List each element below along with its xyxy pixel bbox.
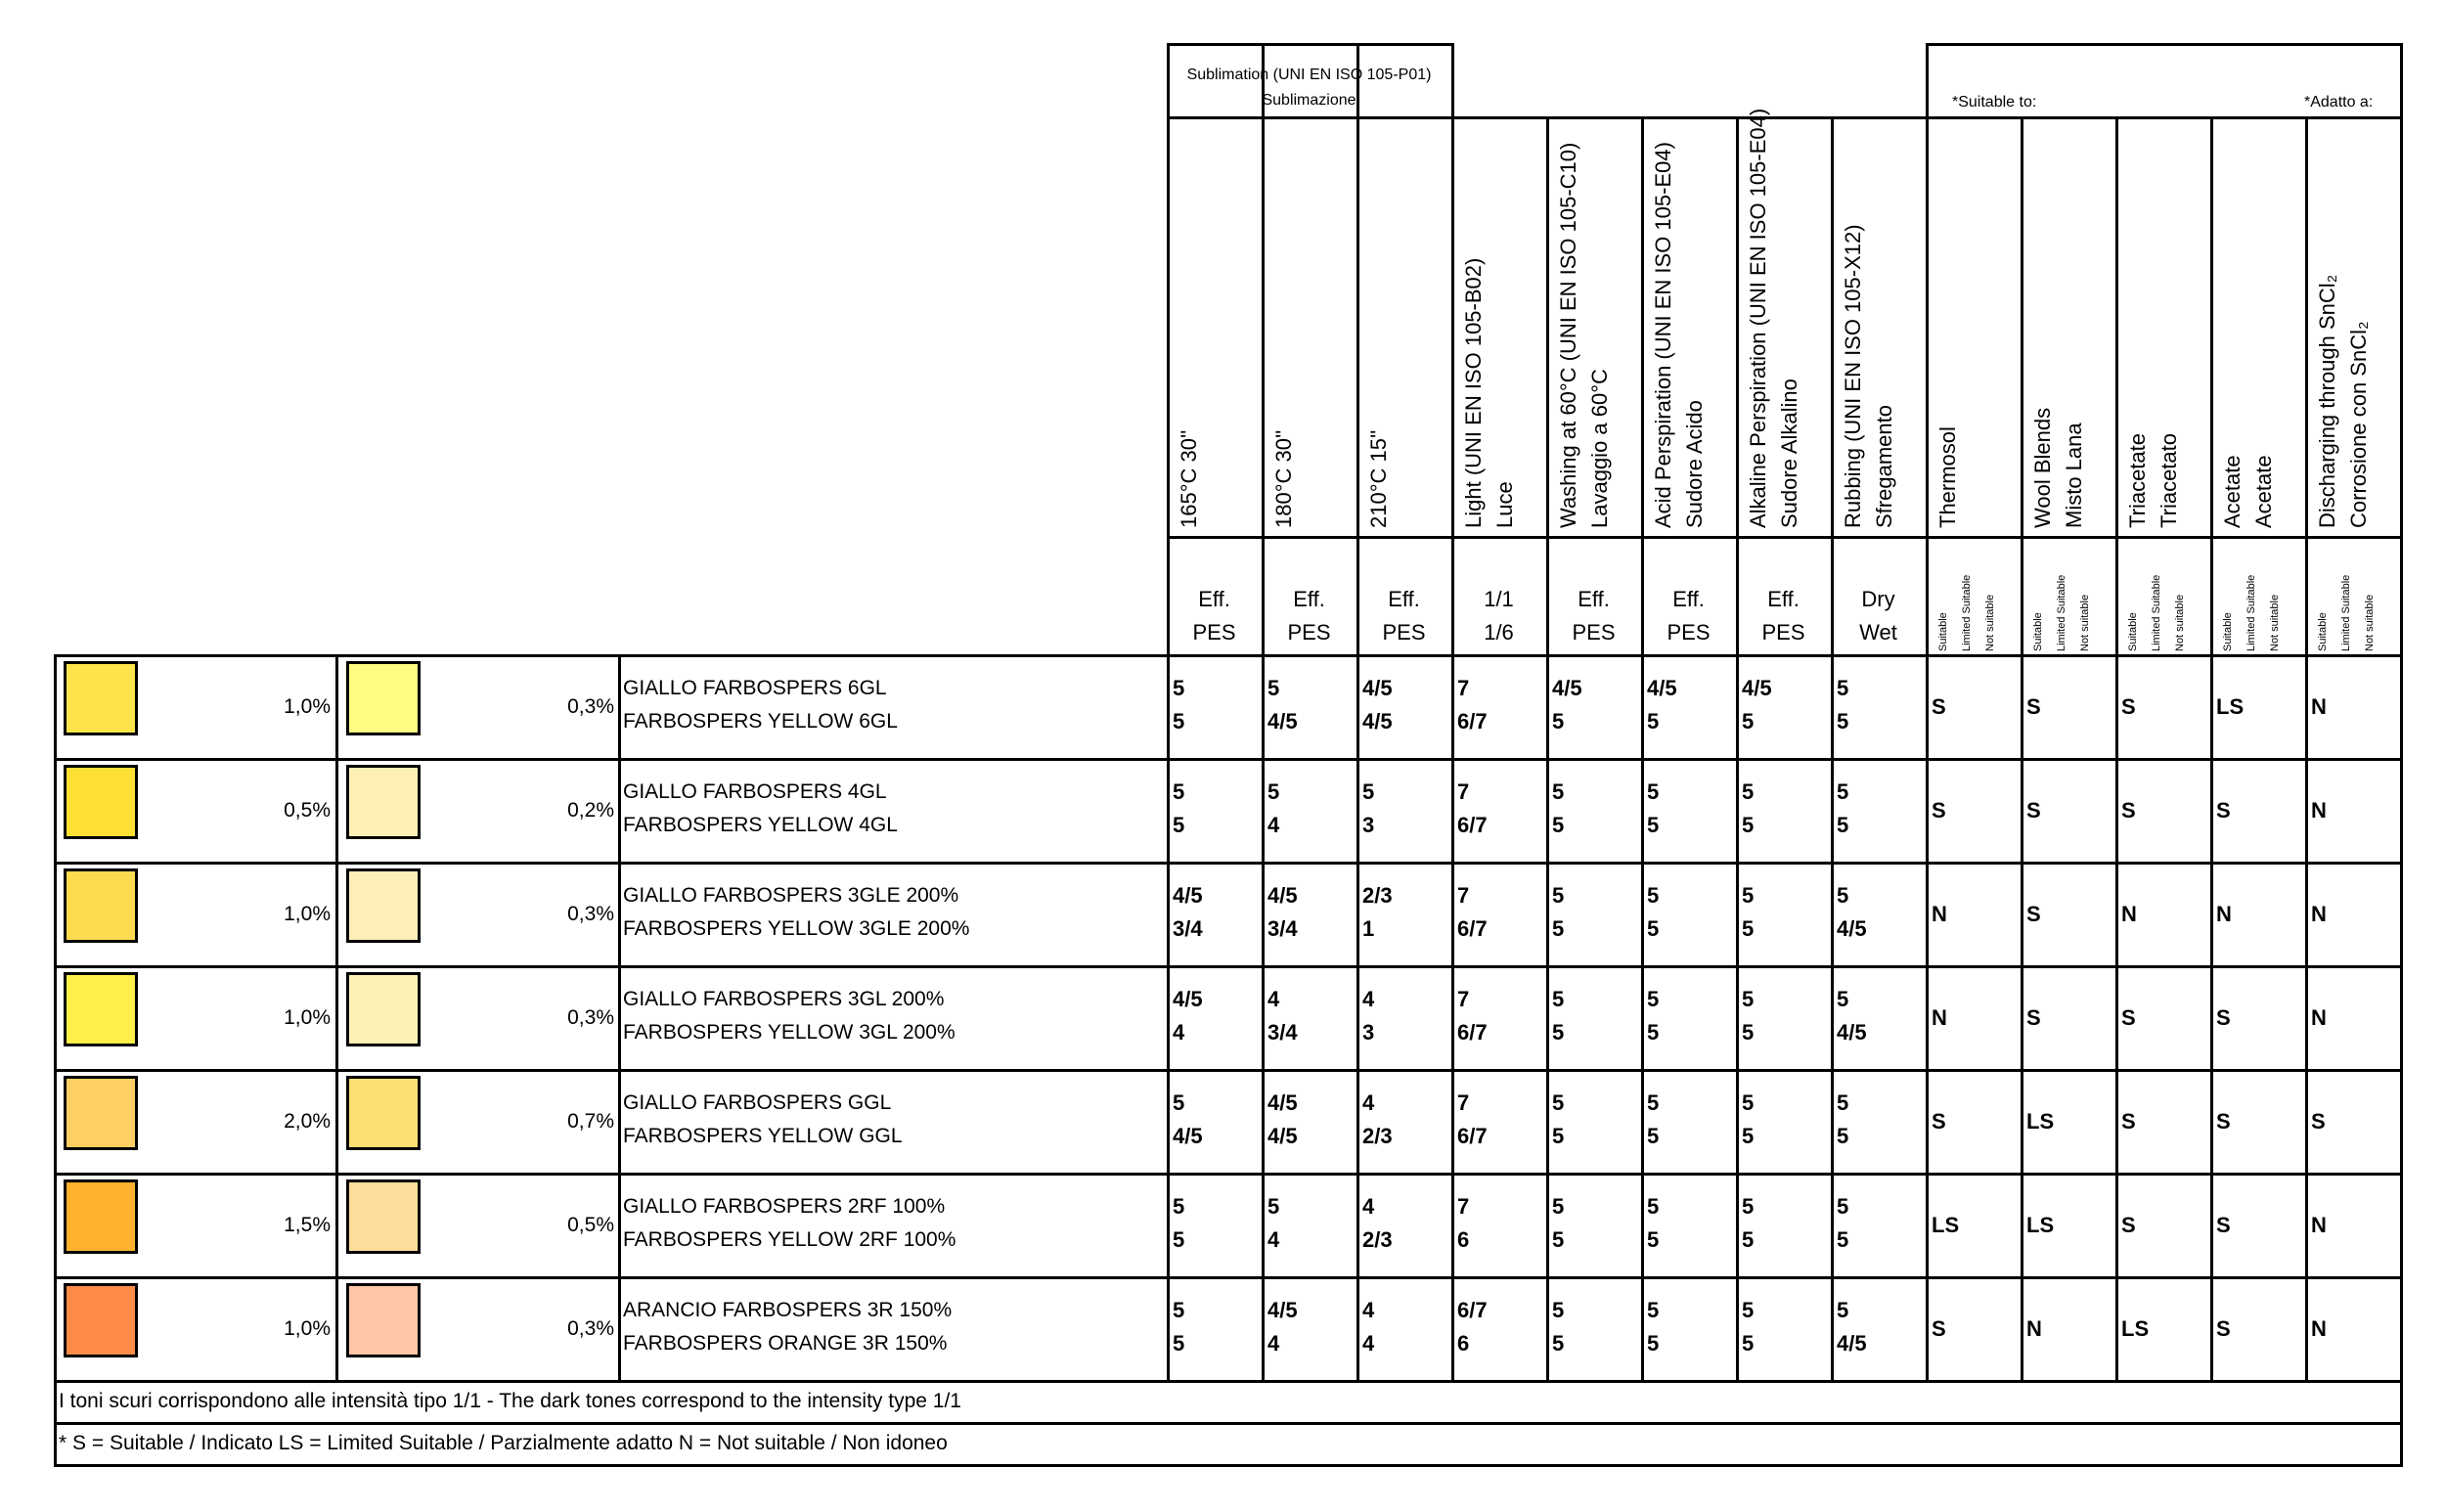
body-col-line — [1641, 654, 1644, 1383]
suit-legend-2-2: Not suitable — [2174, 594, 2186, 651]
suit-header-3: Acetate — [2220, 455, 2245, 528]
suitability-flag: N — [2311, 1316, 2327, 1341]
dark-tone-percent: 0,5% — [284, 799, 331, 822]
light-tone-swatch — [346, 868, 421, 943]
suitability-flag: S — [2121, 1213, 2136, 1237]
suit-header-0: Thermosol — [1935, 426, 1960, 528]
suit-legend-0-2: Not suitable — [1984, 594, 1996, 651]
row-line — [54, 654, 2403, 657]
fastness-value-bottom: 2/3 — [1362, 1124, 1393, 1148]
fastness-value-top: 5 — [1173, 676, 1185, 700]
suitability-flag: S — [1932, 1109, 1946, 1134]
suitability-flag: S — [2216, 1005, 2231, 1030]
suitability-flag: N — [1932, 902, 1947, 926]
dye-name-en: FARBOSPERS YELLOW 4GL — [623, 814, 898, 836]
suit-legend-2-0: Suitable — [2127, 612, 2139, 651]
header-col-line — [1546, 116, 1549, 654]
header-col-line — [1451, 43, 1454, 654]
body-col-line — [1356, 654, 1359, 1383]
suitability-flag: S — [2121, 798, 2136, 823]
light-tone-percent: 0,3% — [567, 903, 614, 925]
fastness-value-top: 4/5 — [1362, 676, 1393, 700]
fastness-value-bottom: 4 — [1362, 1331, 1375, 1356]
body-col-line — [2021, 654, 2023, 1383]
suit-header-1: Wool Blends — [2030, 407, 2055, 528]
dye-name-it: GIALLO FARBOSPERS GGL — [623, 1091, 892, 1114]
fastness-value-top: 5 — [1552, 1090, 1565, 1115]
column-header-1: 180°C 30'' — [1271, 429, 1296, 528]
fastness-value-bottom: 3/4 — [1173, 916, 1203, 941]
dye-name-it: GIALLO FARBOSPERS 4GL — [623, 780, 887, 803]
fastness-value-top: 5 — [1552, 883, 1565, 908]
suitable-box-top — [1926, 43, 2403, 46]
row-line — [54, 965, 2403, 968]
fastness-value-bottom: 2/3 — [1362, 1227, 1393, 1252]
suit-legend-1-1: Limited Suitable — [2056, 574, 2067, 651]
body-col-line — [2400, 654, 2403, 1383]
sublimation-title: Sublimation (UNI EN ISO 105-P01) — [1186, 67, 1432, 83]
fastness-value-top: 4/5 — [1267, 883, 1298, 908]
fastness-value-top: 5 — [1362, 779, 1375, 804]
light-tone-percent: 0,3% — [567, 695, 614, 718]
dye-name-it: GIALLO FARBOSPERS 2RF 100% — [623, 1195, 946, 1218]
suitability-flag: LS — [2026, 1213, 2055, 1237]
fastness-value-bottom: 5 — [1552, 916, 1565, 941]
adatto-a-label: *Adatto a: — [2304, 94, 2374, 111]
suit-header-it-2: Triacetato — [2156, 432, 2181, 528]
dark-tone-swatch — [64, 1283, 138, 1357]
column-sub-2-6: PES — [1761, 620, 1805, 645]
column-header-0: 165°C 30'' — [1177, 429, 1201, 528]
fastness-value-bottom: 3/4 — [1267, 1020, 1298, 1045]
header-col-line — [1641, 116, 1644, 654]
suitability-flag: S — [2311, 1109, 2326, 1134]
fastness-value-top: 5 — [1267, 779, 1280, 804]
fastness-value-bottom: 5 — [1742, 813, 1755, 837]
column-sub-1-4: Eff. — [1578, 587, 1610, 611]
dark-tone-swatch — [64, 972, 138, 1046]
fastness-value-bottom: 4 — [1173, 1020, 1185, 1045]
fastness-value-top: 4/5 — [1267, 1298, 1298, 1322]
fastness-value-bottom: 4 — [1267, 1227, 1280, 1252]
suitability-flag: N — [2311, 902, 2327, 926]
fastness-value-top: 5 — [1173, 779, 1185, 804]
column-sub-2-5: PES — [1667, 620, 1711, 645]
suitability-flag: S — [2026, 798, 2041, 823]
fastness-value-top: 5 — [1552, 1194, 1565, 1219]
fastness-value-top: 4/5 — [1267, 1090, 1298, 1115]
fastness-value-bottom: 5 — [1552, 1227, 1565, 1252]
note-line — [54, 1422, 2403, 1425]
suitability-flag: N — [2311, 1005, 2327, 1030]
fastness-value-bottom: 5 — [1647, 1331, 1660, 1356]
fastness-value-top: 5 — [1837, 883, 1849, 908]
body-col-line — [1831, 654, 1834, 1383]
fastness-value-bottom: 5 — [1552, 1020, 1565, 1045]
column-header-it-3: Luce — [1492, 481, 1517, 528]
row-line — [54, 1276, 2403, 1279]
fastness-value-top: 4/5 — [1742, 676, 1772, 700]
suitability-flag: S — [1932, 694, 1946, 719]
suit-col-line — [2115, 116, 2118, 654]
suit-legend-4-2: Not suitable — [2364, 594, 2376, 651]
fastness-value-bottom: 4/5 — [1173, 1124, 1203, 1148]
fastness-value-top: 5 — [1742, 1298, 1755, 1322]
sublimation-box-top — [1167, 43, 1454, 46]
fastness-value-bottom: 5 — [1647, 1227, 1660, 1252]
fastness-value-top: 5 — [1173, 1298, 1185, 1322]
fastness-value-bottom: 4 — [1267, 813, 1280, 837]
note-right-edge — [2400, 1380, 2403, 1467]
row-line — [54, 1069, 2403, 1072]
suit-legend-2-1: Limited Suitable — [2151, 574, 2162, 651]
fastness-value-top: 7 — [1457, 1090, 1470, 1115]
fastness-value-bottom: 6/7 — [1457, 709, 1488, 734]
fastness-value-bottom: 6/7 — [1457, 813, 1488, 837]
column-sub-1-7: Dry — [1861, 587, 1895, 611]
column-header-it-4: Lavaggio a 60°C — [1587, 369, 1612, 528]
dye-name-en: FARBOSPERS YELLOW 3GLE 200% — [623, 917, 970, 940]
fastness-value-bottom: 5 — [1742, 1331, 1755, 1356]
suitability-flag: S — [2216, 798, 2231, 823]
fastness-value-bottom: 5 — [1552, 1331, 1565, 1356]
table-bottom-line — [54, 1464, 2403, 1467]
fastness-value-bottom: 5 — [1647, 813, 1660, 837]
light-tone-percent: 0,3% — [567, 1317, 614, 1340]
suitability-flag: S — [2026, 1005, 2041, 1030]
body-col-line — [1451, 654, 1454, 1383]
suitability-flag: S — [1932, 1316, 1946, 1341]
fastness-value-top: 5 — [1647, 987, 1660, 1011]
row-line — [54, 1173, 2403, 1176]
suitability-flag: S — [2216, 1213, 2231, 1237]
note-legend: * S = Suitable / Indicato LS = Limited Suitable / Parzialmente adatto N = Not suitable / Non idoneo — [59, 1432, 948, 1454]
dark-tone-percent: 1,5% — [284, 1214, 331, 1236]
fastness-value-bottom: 6 — [1457, 1227, 1470, 1252]
fastness-value-top: 4/5 — [1552, 676, 1582, 700]
fastness-value-top: 5 — [1742, 1194, 1755, 1219]
fastness-value-top: 5 — [1552, 987, 1565, 1011]
suit-col-line — [1926, 43, 1929, 654]
row-line — [54, 1380, 2403, 1383]
fastness-value-top: 5 — [1647, 1298, 1660, 1322]
fastness-value-bottom: 6/7 — [1457, 1124, 1488, 1148]
light-tone-swatch — [346, 1179, 421, 1254]
suitability-flag: S — [2026, 694, 2041, 719]
column-header-it-5: Sudore Acido — [1682, 400, 1707, 528]
fastness-value-top: 5 — [1552, 779, 1565, 804]
suit-header-it-4: Corrosione con SnCl₂ — [2346, 321, 2371, 528]
suit-col-line — [2400, 43, 2403, 654]
light-tone-swatch — [346, 765, 421, 839]
fastness-value-top: 5 — [1742, 883, 1755, 908]
body-col-line — [2115, 654, 2118, 1383]
fastness-value-bottom: 5 — [1742, 1124, 1755, 1148]
fastness-value-bottom: 3 — [1362, 813, 1375, 837]
fastness-value-top: 7 — [1457, 883, 1470, 908]
fastness-value-top: 4 — [1267, 987, 1280, 1011]
fastness-value-top: 4/5 — [1647, 676, 1677, 700]
fastness-value-top: 5 — [1647, 1090, 1660, 1115]
suitability-flag: N — [2216, 902, 2232, 926]
fastness-value-top: 5 — [1837, 1194, 1849, 1219]
fastness-value-top: 4 — [1362, 987, 1375, 1011]
dark-tone-percent: 2,0% — [284, 1110, 331, 1133]
dark-tone-swatch — [64, 661, 138, 735]
suitability-flag: S — [1932, 798, 1946, 823]
column-sub-2-7: Wet — [1859, 620, 1897, 645]
fastness-value-top: 7 — [1457, 779, 1470, 804]
column-header-it-6: Sudore Alkalino — [1777, 378, 1801, 528]
dye-name-en: FARBOSPERS YELLOW GGL — [623, 1125, 903, 1147]
dye-name-en: FARBOSPERS YELLOW 3GL 200% — [623, 1021, 956, 1044]
fastness-value-bottom: 6/7 — [1457, 1020, 1488, 1045]
header-col-line — [1831, 116, 1834, 654]
column-sub-2-3: 1/6 — [1484, 620, 1514, 645]
fastness-value-top: 4 — [1362, 1194, 1375, 1219]
fastness-value-bottom: 3 — [1362, 1020, 1375, 1045]
suitability-flag: N — [2026, 1316, 2042, 1341]
dark-tone-swatch — [64, 765, 138, 839]
fastness-value-top: 5 — [1647, 1194, 1660, 1219]
column-sub-2-1: PES — [1287, 620, 1331, 645]
header-col-line — [1356, 43, 1359, 654]
fastness-value-bottom: 5 — [1837, 813, 1849, 837]
dark-tone-percent: 1,0% — [284, 695, 331, 718]
fastness-value-top: 4/5 — [1173, 883, 1203, 908]
fastness-value-top: 4/5 — [1173, 987, 1203, 1011]
fastness-value-bottom: 5 — [1837, 1227, 1849, 1252]
fastness-value-top: 5 — [1837, 676, 1849, 700]
fastness-value-top: 6/7 — [1457, 1298, 1488, 1322]
column-sub-1-2: Eff. — [1388, 587, 1420, 611]
fastness-value-bottom: 5 — [1552, 709, 1565, 734]
fastness-value-bottom: 4/5 — [1837, 1331, 1867, 1356]
column-header-5: Acid Perspiration (UNI EN ISO 105-E04) — [1651, 142, 1675, 528]
fastness-value-bottom: 5 — [1173, 813, 1185, 837]
suit-col-line — [2021, 116, 2023, 654]
dark-tone-swatch — [64, 868, 138, 943]
dye-name-it: GIALLO FARBOSPERS 3GLE 200% — [623, 884, 959, 907]
header-line-sub — [1167, 536, 2403, 539]
suit-header-4: Discharging through SnCl₂ — [2315, 274, 2339, 528]
dye-name-it: ARANCIO FARBOSPERS 3R 150% — [623, 1299, 953, 1321]
suit-header-2: Triacetate — [2125, 432, 2150, 528]
header-col-line — [1736, 116, 1739, 654]
suitability-flag: S — [2121, 1005, 2136, 1030]
column-sub-2-4: PES — [1572, 620, 1616, 645]
suit-legend-1-2: Not suitable — [2079, 594, 2091, 651]
light-tone-swatch — [346, 972, 421, 1046]
column-sub-1-0: Eff. — [1198, 587, 1230, 611]
suitability-flag: LS — [1932, 1213, 1960, 1237]
row-line — [54, 862, 2403, 865]
suitability-flag: N — [2311, 1213, 2327, 1237]
fastness-value-bottom: 5 — [1552, 1124, 1565, 1148]
light-tone-swatch — [346, 1076, 421, 1150]
suit-col-line — [2210, 116, 2213, 654]
suit-legend-3-0: Suitable — [2222, 612, 2234, 651]
suit-legend-4-1: Limited Suitable — [2340, 574, 2352, 651]
fastness-value-top: 5 — [1837, 987, 1849, 1011]
suitability-flag: N — [2121, 902, 2137, 926]
suitability-flag: N — [2311, 798, 2327, 823]
fastness-value-bottom: 5 — [1552, 813, 1565, 837]
suit-legend-3-1: Limited Suitable — [2245, 574, 2257, 651]
sublimation-subtitle: Sublimazione — [1262, 92, 1356, 109]
suitability-flag: LS — [2121, 1316, 2150, 1341]
body-col-line — [2210, 654, 2213, 1383]
fastness-value-bottom: 5 — [1647, 709, 1660, 734]
light-tone-percent: 0,7% — [567, 1110, 614, 1133]
suitable-to-label: *Suitable to: — [1952, 94, 2037, 111]
body-col-line — [1736, 654, 1739, 1383]
suit-legend-3-2: Not suitable — [2269, 594, 2281, 651]
fastness-value-top: 5 — [1267, 1194, 1280, 1219]
suitability-flag: S — [2121, 1109, 2136, 1134]
fastness-value-bottom: 4 — [1267, 1331, 1280, 1356]
fastness-value-bottom: 5 — [1173, 709, 1185, 734]
body-col-line — [335, 654, 338, 1383]
suitability-flag: S — [2026, 902, 2041, 926]
light-tone-percent: 0,5% — [567, 1214, 614, 1236]
fastness-value-bottom: 5 — [1742, 916, 1755, 941]
fastness-value-bottom: 5 — [1742, 1227, 1755, 1252]
suitability-flag: LS — [2026, 1109, 2055, 1134]
column-sub-2-0: PES — [1192, 620, 1236, 645]
suitability-flag: S — [2121, 694, 2136, 719]
dark-tone-percent: 1,0% — [284, 903, 331, 925]
suit-col-line — [2305, 116, 2308, 654]
fastness-value-top: 5 — [1552, 1298, 1565, 1322]
column-sub-2-2: PES — [1382, 620, 1426, 645]
fastness-value-bottom: 3/4 — [1267, 916, 1298, 941]
suit-header-it-1: Misto Lana — [2062, 422, 2086, 528]
fastness-value-top: 5 — [1647, 883, 1660, 908]
column-header-it-7: Sfregamento — [1872, 405, 1896, 528]
fastness-value-top: 2/3 — [1362, 883, 1393, 908]
fastness-value-bottom: 6 — [1457, 1331, 1470, 1356]
column-header-4: Washing at 60°C (UNI EN ISO 105-C10) — [1556, 142, 1580, 528]
fastness-value-bottom: 5 — [1173, 1331, 1185, 1356]
suit-legend-1-0: Suitable — [2032, 612, 2044, 651]
fastness-value-top: 7 — [1457, 1194, 1470, 1219]
fastness-value-top: 4 — [1362, 1090, 1375, 1115]
column-sub-1-5: Eff. — [1672, 587, 1705, 611]
note-dark-tones: I toni scuri corrispondono alle intensità tipo 1/1 - The dark tones correspond to the intensity type 1/1 — [59, 1390, 961, 1412]
body-col-line — [618, 654, 621, 1383]
column-header-7: Rubbing (UNI EN ISO 105-X12) — [1841, 224, 1865, 528]
suitability-flag: S — [2216, 1109, 2231, 1134]
fastness-value-top: 5 — [1647, 779, 1660, 804]
suitability-flag: LS — [2216, 694, 2245, 719]
fastness-value-bottom: 4/5 — [1837, 1020, 1867, 1045]
fastness-value-bottom: 5 — [1742, 1020, 1755, 1045]
fastness-value-top: 5 — [1173, 1194, 1185, 1219]
dye-name-it: GIALLO FARBOSPERS 3GL 200% — [623, 988, 945, 1010]
sublimation-box-bottom — [1167, 116, 1454, 119]
dye-name-en: FARBOSPERS YELLOW 2RF 100% — [623, 1228, 956, 1251]
light-tone-percent: 0,2% — [567, 799, 614, 822]
fastness-value-bottom: 5 — [1837, 1124, 1849, 1148]
fastness-value-bottom: 4/5 — [1362, 709, 1393, 734]
suit-legend-4-0: Suitable — [2317, 612, 2329, 651]
fastness-value-top: 5 — [1837, 1090, 1849, 1115]
fastness-value-top: 7 — [1457, 676, 1470, 700]
fastness-value-top: 5 — [1267, 676, 1280, 700]
light-tone-swatch — [346, 1283, 421, 1357]
fastness-value-bottom: 5 — [1647, 916, 1660, 941]
body-col-line — [1926, 654, 1929, 1383]
dark-tone-swatch — [64, 1076, 138, 1150]
dark-tone-swatch — [64, 1179, 138, 1254]
suitability-flag: N — [2311, 694, 2327, 719]
dye-name-it: GIALLO FARBOSPERS 6GL — [623, 677, 887, 699]
fastness-value-bottom: 1 — [1362, 916, 1375, 941]
suitability-flag: S — [2216, 1316, 2231, 1341]
light-tone-percent: 0,3% — [567, 1006, 614, 1029]
fastness-value-bottom: 5 — [1837, 709, 1849, 734]
fastness-value-bottom: 4/5 — [1837, 916, 1867, 941]
body-col-line — [1167, 654, 1170, 1383]
column-sub-1-1: Eff. — [1293, 587, 1325, 611]
fastness-value-bottom: 5 — [1173, 1227, 1185, 1252]
fastness-value-top: 5 — [1742, 987, 1755, 1011]
suitability-flag: N — [1932, 1005, 1947, 1030]
light-tone-swatch — [346, 661, 421, 735]
column-sub-1-6: Eff. — [1767, 587, 1800, 611]
body-col-line — [54, 654, 57, 1383]
fastness-value-bottom: 4/5 — [1267, 709, 1298, 734]
column-header-6: Alkaline Perspiration (UNI EN ISO 105-E04) — [1746, 108, 1770, 528]
fastness-value-top: 4 — [1362, 1298, 1375, 1322]
fastness-value-top: 5 — [1742, 779, 1755, 804]
suit-legend-0-1: Limited Suitable — [1961, 574, 1973, 651]
dye-name-en: FARBOSPERS ORANGE 3R 150% — [623, 1332, 948, 1355]
fastness-value-top: 5 — [1742, 1090, 1755, 1115]
fastness-value-bottom: 5 — [1742, 709, 1755, 734]
dark-tone-percent: 1,0% — [284, 1006, 331, 1029]
suit-header-it-3: Acetate — [2251, 455, 2276, 528]
row-line — [54, 758, 2403, 761]
header-col-line — [1167, 43, 1170, 654]
column-header-2: 210°C 15'' — [1366, 429, 1391, 528]
fastness-value-top: 5 — [1837, 1298, 1849, 1322]
fastness-value-top: 5 — [1837, 779, 1849, 804]
fastness-value-bottom: 5 — [1647, 1124, 1660, 1148]
fastness-value-top: 5 — [1173, 1090, 1185, 1115]
column-header-3: Light (UNI EN ISO 105-B02) — [1461, 257, 1486, 528]
body-col-line — [1262, 654, 1265, 1383]
dark-tone-percent: 1,0% — [284, 1317, 331, 1340]
note-left-edge — [54, 1380, 57, 1467]
fastness-value-top: 7 — [1457, 987, 1470, 1011]
fastness-value-bottom: 4/5 — [1267, 1124, 1298, 1148]
body-col-line — [1546, 654, 1549, 1383]
column-sub-1-3: 1/1 — [1484, 587, 1514, 611]
suit-legend-0-0: Suitable — [1937, 612, 1949, 651]
dye-name-en: FARBOSPERS YELLOW 6GL — [623, 710, 898, 733]
fastness-value-bottom: 5 — [1647, 1020, 1660, 1045]
header-col-line — [1262, 43, 1265, 654]
fastness-value-bottom: 6/7 — [1457, 916, 1488, 941]
body-col-line — [2305, 654, 2308, 1383]
